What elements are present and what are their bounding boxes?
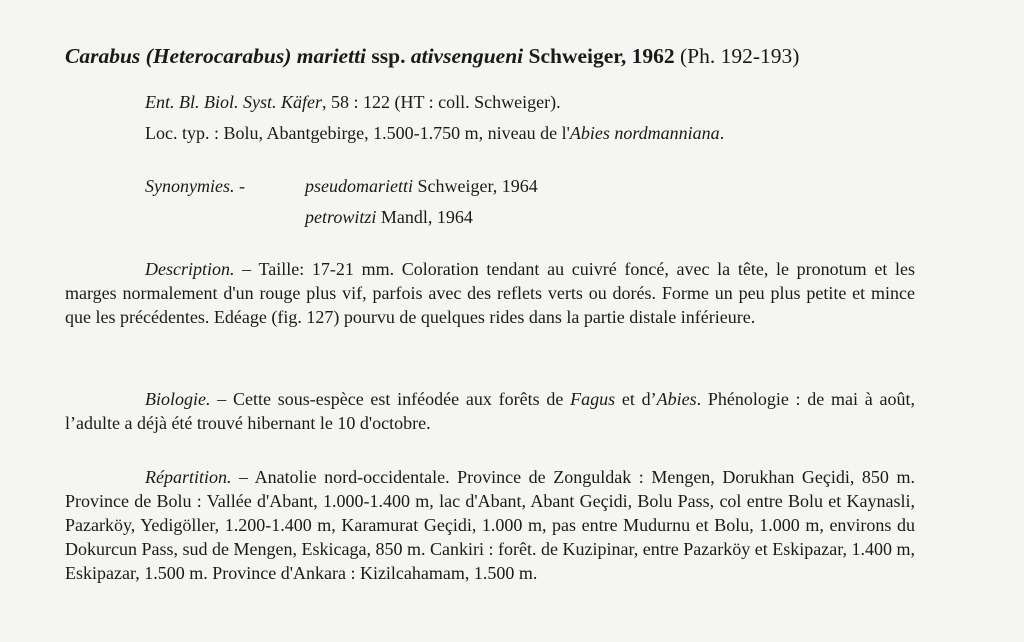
biologie-paragraph [65, 387, 915, 435]
synonym-name: petrowitzi [305, 207, 377, 227]
description-label: Description. [145, 259, 235, 279]
biologie-text-3: . Phénologie : de mai à août, l’adulte a déjà été trouvé hibernant le 10 d'octobre. [65, 389, 916, 433]
taxon-subspecies: ativsengueni [410, 44, 524, 68]
biologie-abies: Abies [656, 389, 697, 409]
synonymies-label: Synonymies. - [145, 176, 245, 196]
synonym-item [305, 205, 473, 229]
reference-citation: , 58 : 122 (HT : coll. Schweiger). [322, 92, 561, 112]
taxon-genus: Carabus (Heterocarabus) marietti [65, 44, 367, 68]
biologie-fagus: Fagus [570, 389, 616, 409]
locality-suffix: . [719, 123, 725, 143]
locality-line [145, 121, 724, 145]
locality-species: Abies nordmanniana [569, 123, 720, 143]
repartition-paragraph [65, 465, 915, 585]
synonym-item [305, 174, 538, 198]
biologie-text-1: – Cette sous-espèce est inféodée aux forêts de [210, 389, 571, 409]
description-paragraph [65, 257, 915, 329]
taxon-heading [65, 42, 945, 70]
synonym-name: pseudomarietti [305, 176, 413, 196]
reference-line [145, 90, 561, 114]
locality-prefix: Loc. typ. : Bolu, Abantgebirge, 1.500-1.750 m, niveau de l' [145, 123, 570, 143]
synonym-author: Schweiger, 1964 [413, 176, 538, 196]
taxon-plates: (Ph. 192-193) [680, 44, 800, 68]
repartition-label: Répartition. [145, 467, 232, 487]
synonym-author: Mandl, 1964 [376, 207, 473, 227]
description-text: – Taille: 17-21 mm. Coloration tendant au cuivré foncé, avec la tête, le pronotum et les marges normalement d'un rouge plus vif, parfois avec des reflets verts ou dorés. Forme un peu plus petite et mince que les précédentes. Edéage (fig. 127) pourvu de quelques rides dans la partie distale inférieure. [65, 259, 915, 327]
biologie-label: Biologie. [145, 389, 211, 409]
reference-journal: Ent. Bl. Biol. Syst. Käfer [145, 92, 322, 112]
biologie-text-2: et d’ [615, 389, 657, 409]
repartition-text: – Anatolie nord-occidentale. Province de Zonguldak : Mengen, Dorukhan Geçidi, 850 m. Province de Bolu : Vallée d'Abant, 1.000-1.400 m, lac d'Abant, Abant Geçidi, Bolu Pass, col entre Bolu et Kaynasli, Pazarköy, Yedigöller, 1.200-1.400 m, Karamurat Geçidi, 1.000 m, pas entre Mudurnu et Bolu, 1.000 m, environs du Dokurcun Pass, sud de Mengen, Eskicaga, 850 m. Cankiri : forêt. de Kuzipinar, entre Pazarköy et Eskipazar, 1.400 m, Eskipazar, 1.500 m. Province d'Ankara : Kizilcahamam, 1.500 m. [65, 467, 915, 583]
taxon-ssp-label: ssp. [371, 44, 406, 68]
taxon-author: Schweiger, 1962 [528, 44, 675, 68]
